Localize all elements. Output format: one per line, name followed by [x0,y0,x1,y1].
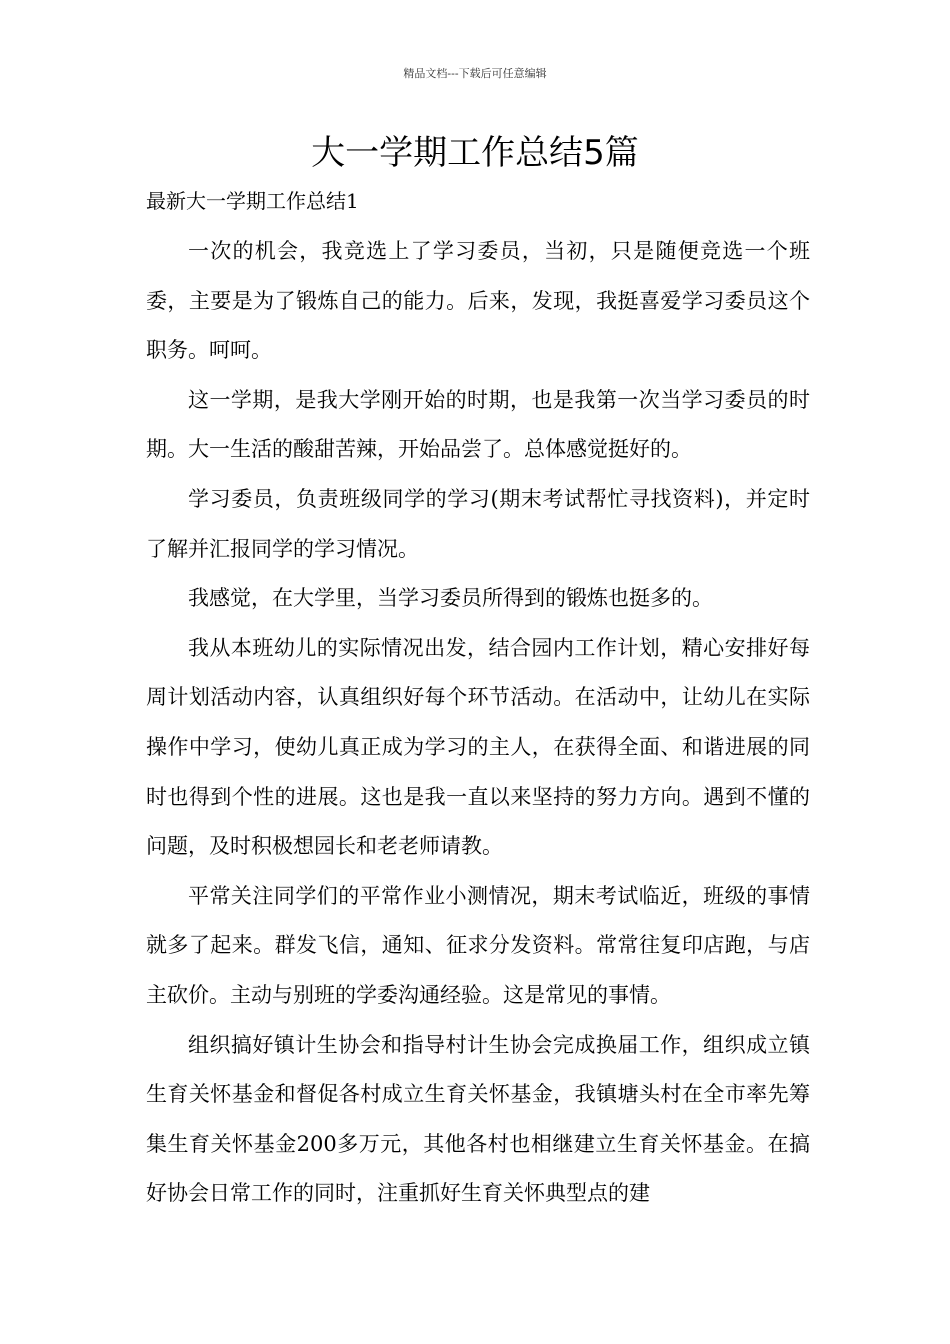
paragraph-7: 组织搞好镇计生协会和指导村计生协会完成换届工作，组织成立镇生育关怀基金和督促各村成立生育关怀基金，我镇塘头村在全市率先筹集生育关怀基金200多万元，其他各村也相继建立生育关怀基金。在搞好协会日常工作的同时，注重抓好生育关怀典型点的建 [146,1032,810,1206]
document-title: 大一学期工作总结5篇 [311,133,639,173]
paragraph-5: 我从本班幼儿的实际情况出发，结合园内工作计划，精心安排好每周计划活动内容，认真组织好每个环节活动。在活动中，让幼儿在实际操作中学习，使幼儿真正成为学习的主人，在获得全面、和谐进展的同时也得到个性的进展。这也是我一直以来坚持的努力方向。遇到不懂的问题，及时积极想园长和老老师请教。 [146,635,810,859]
section-heading: 最新大一学期工作总结1 [146,189,359,213]
paragraph-3: 学习委员，负责班级同学的学习(期末考试帮忙寻找资料)，并定时了解并汇报同学的学习情况。 [146,486,810,561]
document-body [146,227,810,1219]
paragraph-6: 平常关注同学们的平常作业小测情况，期末考试临近，班级的事情就多了起来。群发飞信，通知、征求分发资料。常常往复印店跑，与店主砍价。主动与别班的学委沟通经验。这是常见的事情。 [146,883,810,1007]
paragraph-4: 我感觉，在大学里，当学习委员所得到的锻炼也挺多的。 [188,586,713,611]
paragraph-2: 这一学期，是我大学刚开始的时期，也是我第一次当学习委员的时期。大一生活的酸甜苦辣，开始品尝了。总体感觉挺好的。 [146,387,810,462]
paragraph-1: 一次的机会，我竞选上了学习委员，当初，只是随便竞选一个班委，主要是为了锻炼自己的能力。后来，发现，我挺喜爱学习委员这个职务。呵呵。 [146,239,810,363]
header-note: 精品文档---下载后可任意编辑 [403,67,547,80]
